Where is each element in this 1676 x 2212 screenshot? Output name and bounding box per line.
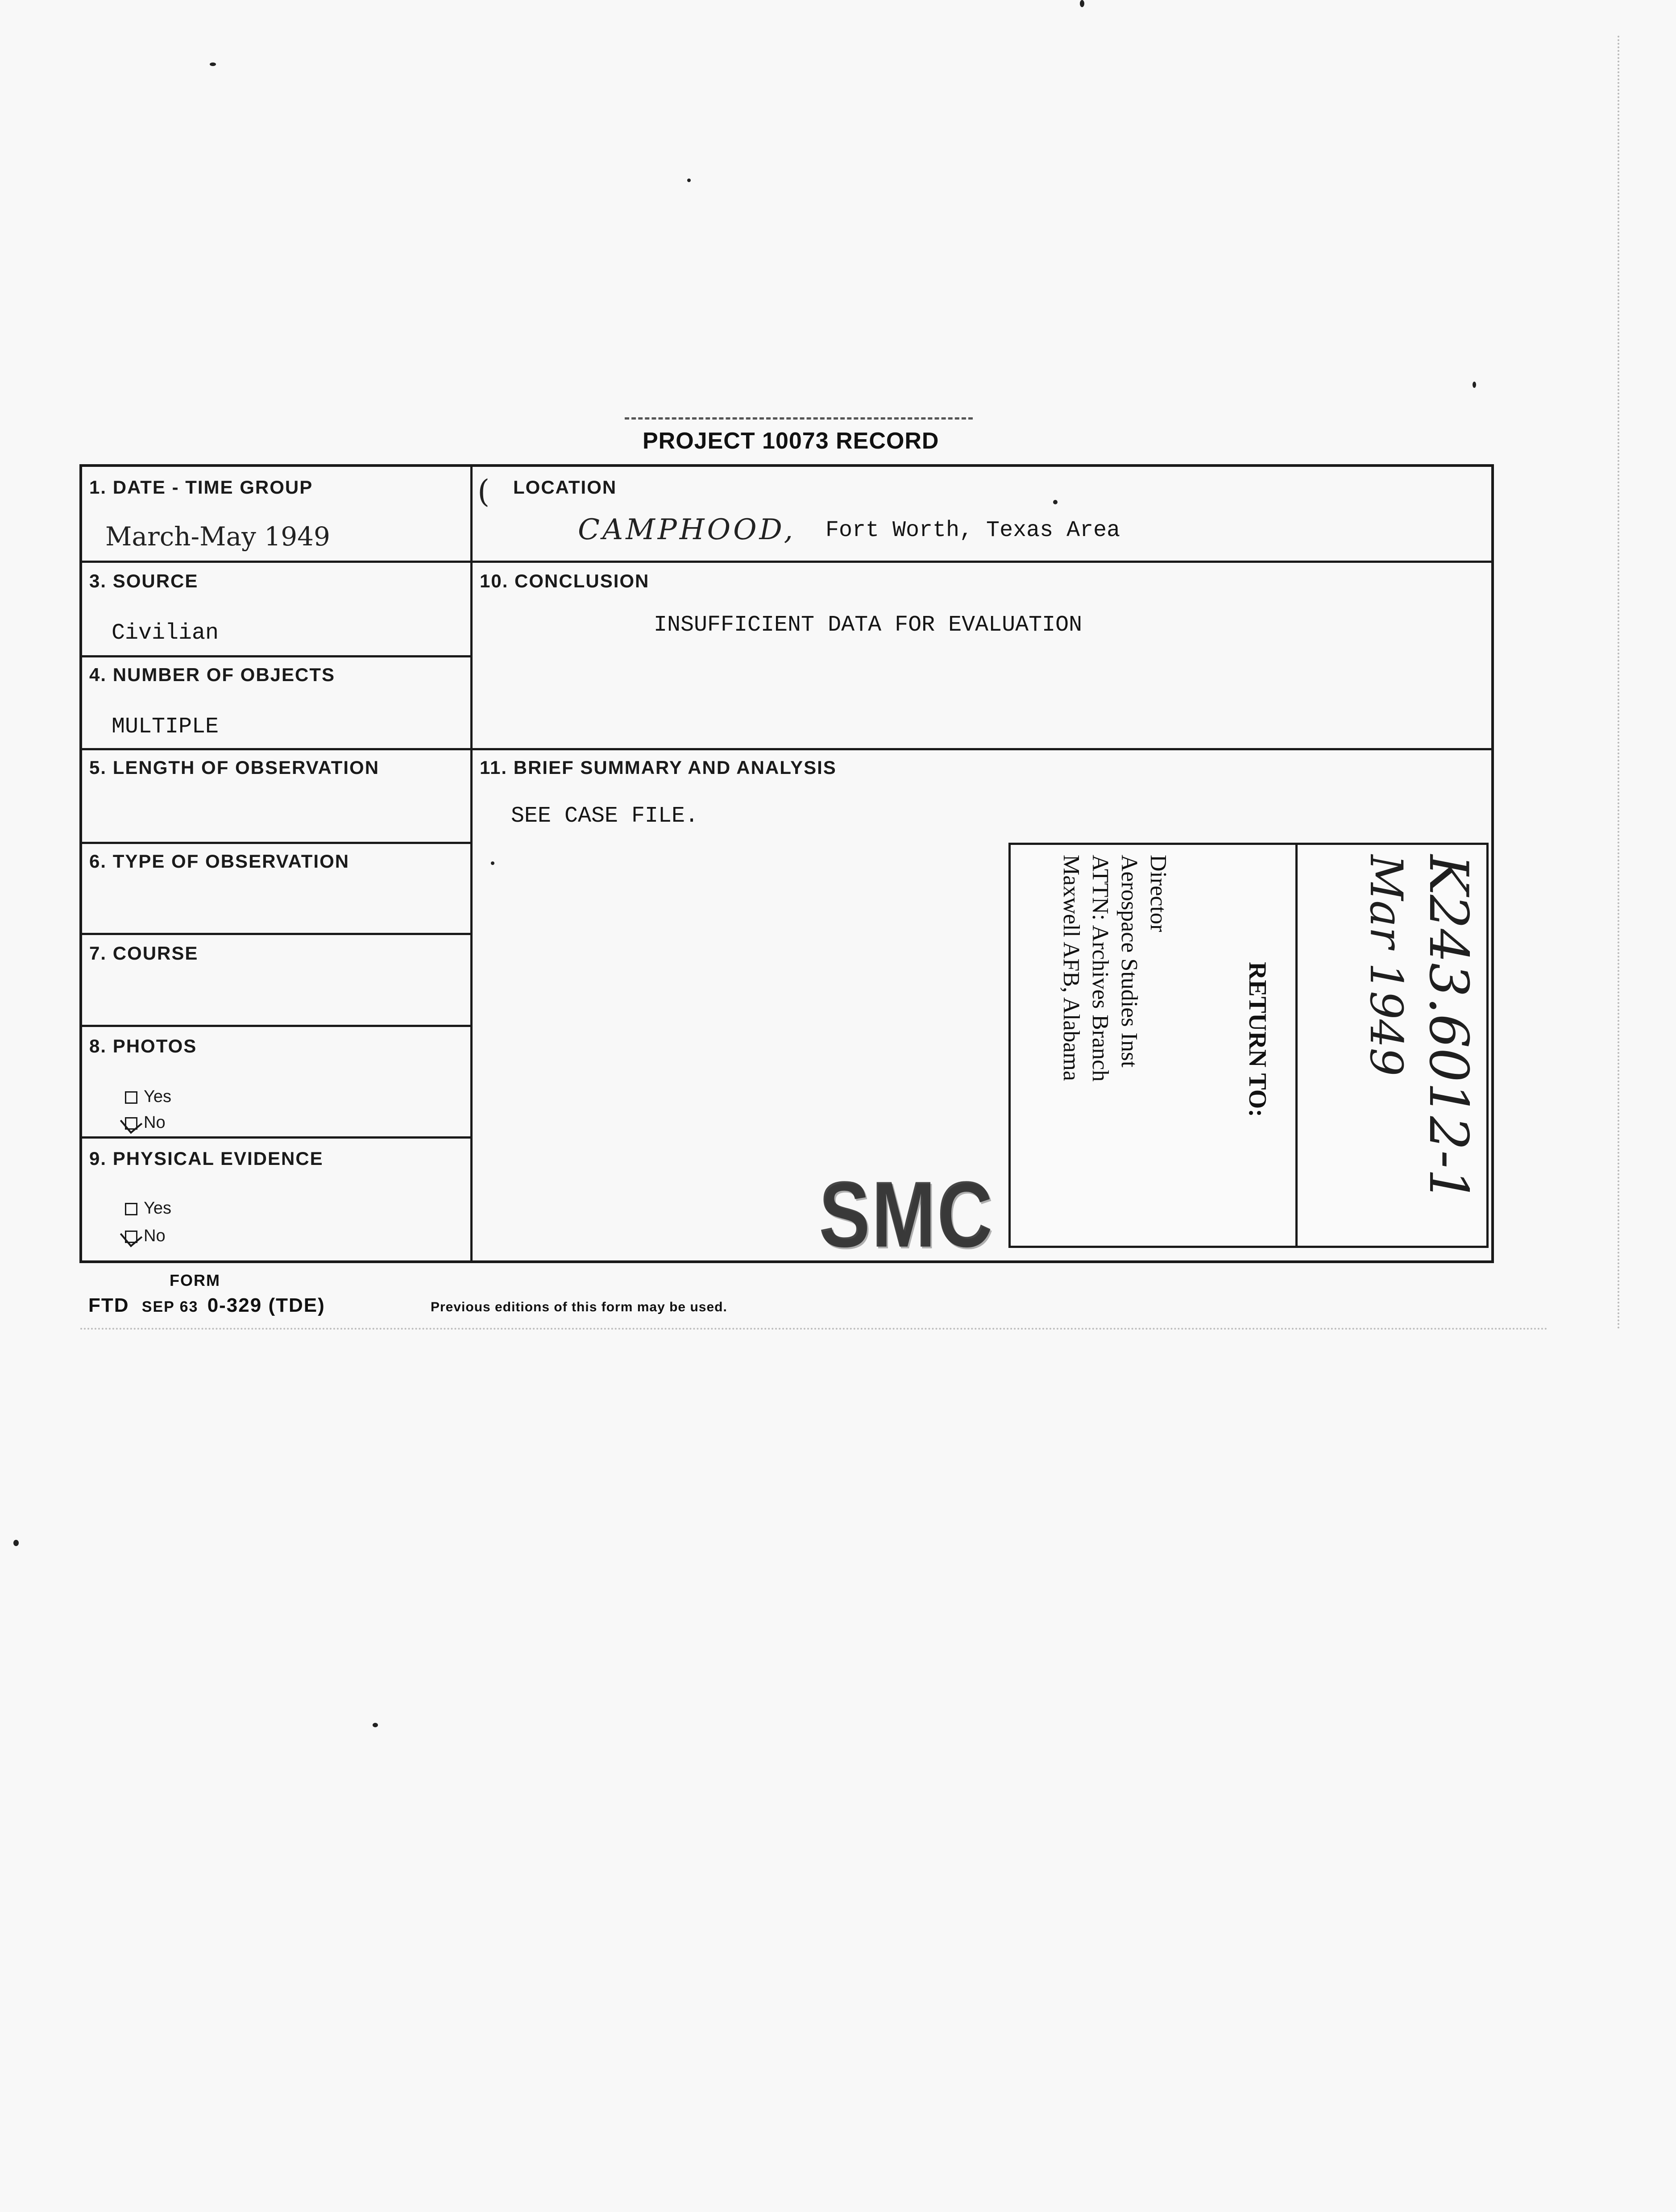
return-to-line-attn: ATTN: Archives Branch <box>1087 855 1113 1082</box>
course-label: 7. COURSE <box>89 943 199 964</box>
physical-evidence-yes-text: Yes <box>144 1199 171 1218</box>
date-time-group-value: March-May 1949 <box>105 521 330 552</box>
return-to-line-director: Director <box>1145 855 1171 932</box>
photos-label: 8. PHOTOS <box>89 1035 197 1056</box>
scan-speck <box>491 861 494 865</box>
physical-evidence-no-checkbox[interactable] <box>125 1231 137 1243</box>
footer-form-number: 0-329 (TDE) <box>207 1294 325 1316</box>
scan-speck <box>13 1540 19 1546</box>
physical-evidence-yes-checkbox[interactable] <box>125 1203 137 1215</box>
stamp-divider <box>1295 845 1298 1246</box>
conclusion-label: 10. CONCLUSION <box>480 570 650 591</box>
row-divider <box>82 933 473 935</box>
brief-summary-label: 11. BRIEF SUMMARY AND ANALYSIS <box>480 757 837 778</box>
footer-form-id <box>88 1294 325 1317</box>
date-time-group-label: 1. DATE - TIME GROUP <box>89 477 313 498</box>
photos-yes-option[interactable] <box>125 1087 171 1106</box>
return-to-heading: RETURN TO: <box>1244 962 1271 1118</box>
location-value: Fort Worth, Texas Area <box>826 518 1120 543</box>
return-to-line-address: Maxwell AFB, Alabama <box>1058 855 1084 1081</box>
footer-previous-editions-note: Previous editions of this form may be used. <box>431 1300 727 1314</box>
number-of-objects-value: MULTIPLE <box>112 714 219 740</box>
scan-speck <box>687 179 691 182</box>
footer-form-word: FORM <box>170 1271 220 1289</box>
scan-speck <box>210 62 216 66</box>
source-value: Civilian <box>112 620 219 646</box>
photos-no-checkbox[interactable] <box>125 1117 137 1130</box>
physical-evidence-yes-option[interactable] <box>125 1199 171 1218</box>
source-label: 3. SOURCE <box>89 570 199 591</box>
handwritten-date-note: Mar 1949 <box>1360 855 1412 1077</box>
return-to-line-institute: Aerospace Studies Inst <box>1116 855 1142 1068</box>
location-label: LOCATION <box>513 477 617 498</box>
photos-yes-checkbox[interactable] <box>125 1091 137 1104</box>
footer-form-prefix: FTD <box>88 1294 129 1316</box>
physical-evidence-no-text: No <box>144 1227 166 1245</box>
handwritten-file-number: K243.6012-1 <box>1417 855 1479 1203</box>
title-dash-rule <box>625 417 973 420</box>
footer-form-date: SEP 63 <box>141 1298 199 1315</box>
conclusion-value: INSUFFICIENT DATA FOR EVALUATION <box>654 612 1083 638</box>
photos-no-option[interactable] <box>125 1113 166 1132</box>
number-of-objects-label: 4. NUMBER OF OBJECTS <box>89 664 336 685</box>
row-divider <box>82 1025 473 1027</box>
row-divider <box>82 842 473 844</box>
scan-speck <box>1473 382 1476 388</box>
scan-speck <box>1053 500 1058 504</box>
row-divider <box>82 748 1491 750</box>
column-divider <box>470 467 473 1260</box>
type-of-observation-label: 6. TYPE OF OBSERVATION <box>89 851 350 872</box>
row-divider <box>82 655 473 657</box>
smc-stamp-mark: SMC <box>819 1162 994 1267</box>
row-divider <box>82 561 1491 563</box>
underlying-page-edge <box>1618 36 1624 1330</box>
length-of-observation-label: 5. LENGTH OF OBSERVATION <box>89 757 380 778</box>
underlying-page-edge-bottom <box>80 1328 1548 1332</box>
form-title: PROJECT 10073 RECORD <box>643 428 939 454</box>
physical-evidence-no-option[interactable] <box>125 1227 166 1246</box>
physical-evidence-label: 9. PHYSICAL EVIDENCE <box>89 1148 324 1169</box>
brief-summary-value: SEE CASE FILE. <box>511 803 699 829</box>
location-paren-mark: ( <box>477 473 490 510</box>
photos-no-text: No <box>144 1113 166 1132</box>
row-divider <box>82 1136 473 1139</box>
scan-speck <box>1080 0 1084 7</box>
photos-yes-text: Yes <box>144 1087 171 1106</box>
location-handwritten-value: CAMPHOOD, <box>578 513 796 546</box>
scan-speck <box>373 1723 378 1727</box>
